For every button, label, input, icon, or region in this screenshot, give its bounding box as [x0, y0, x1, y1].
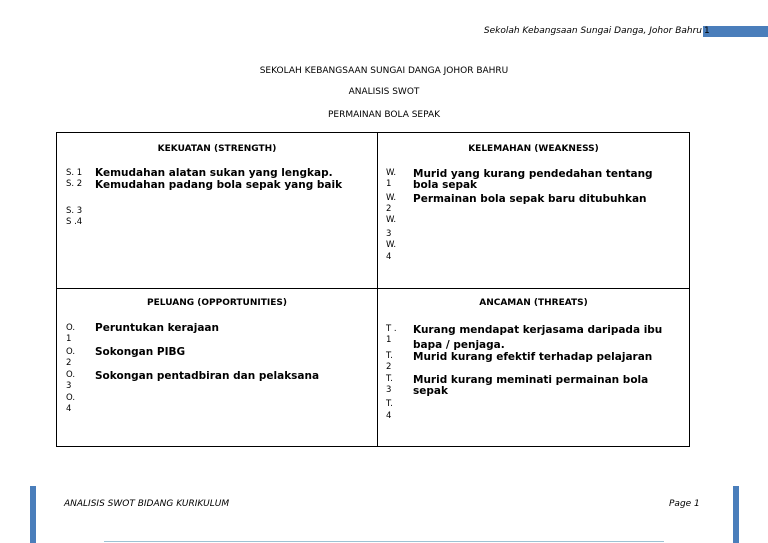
strength-item: Kemudahan alatan sukan yang lengkap.	[95, 167, 333, 179]
weakness-item: Permainan bola sepak baru ditubuhkan	[413, 193, 647, 205]
weakness-code: W.	[386, 240, 397, 250]
strength-item: Kemudahan padang bola sepak yang baik	[95, 179, 343, 191]
footer-page-number: Page 1	[669, 499, 700, 509]
weakness-item: Murid yang kurang pendedahan tentang bola sepak	[413, 168, 653, 191]
weakness-cell	[378, 133, 689, 288]
subject-title: PERMAINAN BOLA SEPAK	[327, 110, 441, 120]
opportunities-code: O.	[66, 323, 76, 333]
opportunities-code: 2	[66, 358, 72, 368]
strength-title: KEKUATAN (STRENGTH)	[157, 144, 277, 154]
strength-code: S. 2	[66, 179, 83, 189]
footer-label: ANALISIS SWOT BIDANG KURIKULUM	[64, 499, 230, 509]
weakness-code: 1	[386, 179, 392, 189]
threats-code: T.	[386, 374, 393, 384]
weakness-code: W.	[386, 168, 397, 178]
opportunities-item: Sokongan pentadbiran dan pelaksana	[95, 370, 320, 382]
weakness-code: 2	[386, 204, 392, 214]
opportunities-code: 4	[66, 404, 72, 414]
strength-code: S. 1	[66, 168, 83, 178]
threats-code: 4	[386, 411, 392, 421]
threats-code: 1	[386, 335, 392, 345]
opportunities-item: Sokongan PIBG	[95, 346, 186, 358]
opportunities-item: Peruntukan kerajaan	[95, 322, 219, 334]
threats-code: 3	[386, 385, 392, 395]
header-page-number: 1	[703, 26, 768, 37]
weakness-code: W.	[386, 193, 397, 203]
swot-table	[56, 132, 690, 447]
opportunities-code: O.	[66, 393, 76, 403]
right-margin-bar	[733, 486, 739, 543]
weakness-code: W.	[386, 215, 397, 225]
weakness-code: 3	[386, 229, 392, 239]
strength-code: S .4	[66, 217, 83, 227]
threats-title: ANCAMAN (THREATS)	[479, 298, 588, 308]
opportunities-code: O.	[66, 370, 76, 380]
opportunities-cell	[57, 289, 377, 446]
weakness-code: 4	[386, 252, 392, 262]
threats-item: Kurang mendapat kerjasama daripada ibu bapa / penjaga.	[413, 324, 663, 351]
header-school-location: Sekolah Kebangsaan Sungai Danga, Johor Bahru	[483, 26, 702, 36]
threats-code: T.	[386, 351, 393, 361]
opportunities-code: O.	[66, 347, 76, 357]
opportunities-title: PELUANG (OPPORTUNITIES)	[147, 298, 287, 308]
school-title: SEKOLAH KEBANGSAAN SUNGAI DANGA JOHOR BAHRU	[259, 66, 509, 76]
opportunities-code: 3	[66, 381, 72, 391]
threats-code: T.	[386, 399, 393, 409]
threats-code: T .	[386, 324, 397, 334]
strength-code: S. 3	[66, 206, 83, 216]
threats-code: 2	[386, 362, 392, 372]
threats-item: Murid kurang efektif terhadap pelajaran	[413, 351, 653, 363]
threats-cell	[378, 289, 689, 446]
opportunities-code: 1	[66, 334, 72, 344]
analysis-title: ANALISIS SWOT	[348, 87, 420, 97]
strength-cell	[57, 133, 377, 288]
weakness-title: KELEMAHAN (WEAKNESS)	[468, 144, 599, 154]
threats-item: Murid kurang meminati permainan bola sepak	[413, 374, 649, 397]
left-margin-bar	[30, 486, 36, 543]
bottom-rule	[104, 541, 664, 542]
